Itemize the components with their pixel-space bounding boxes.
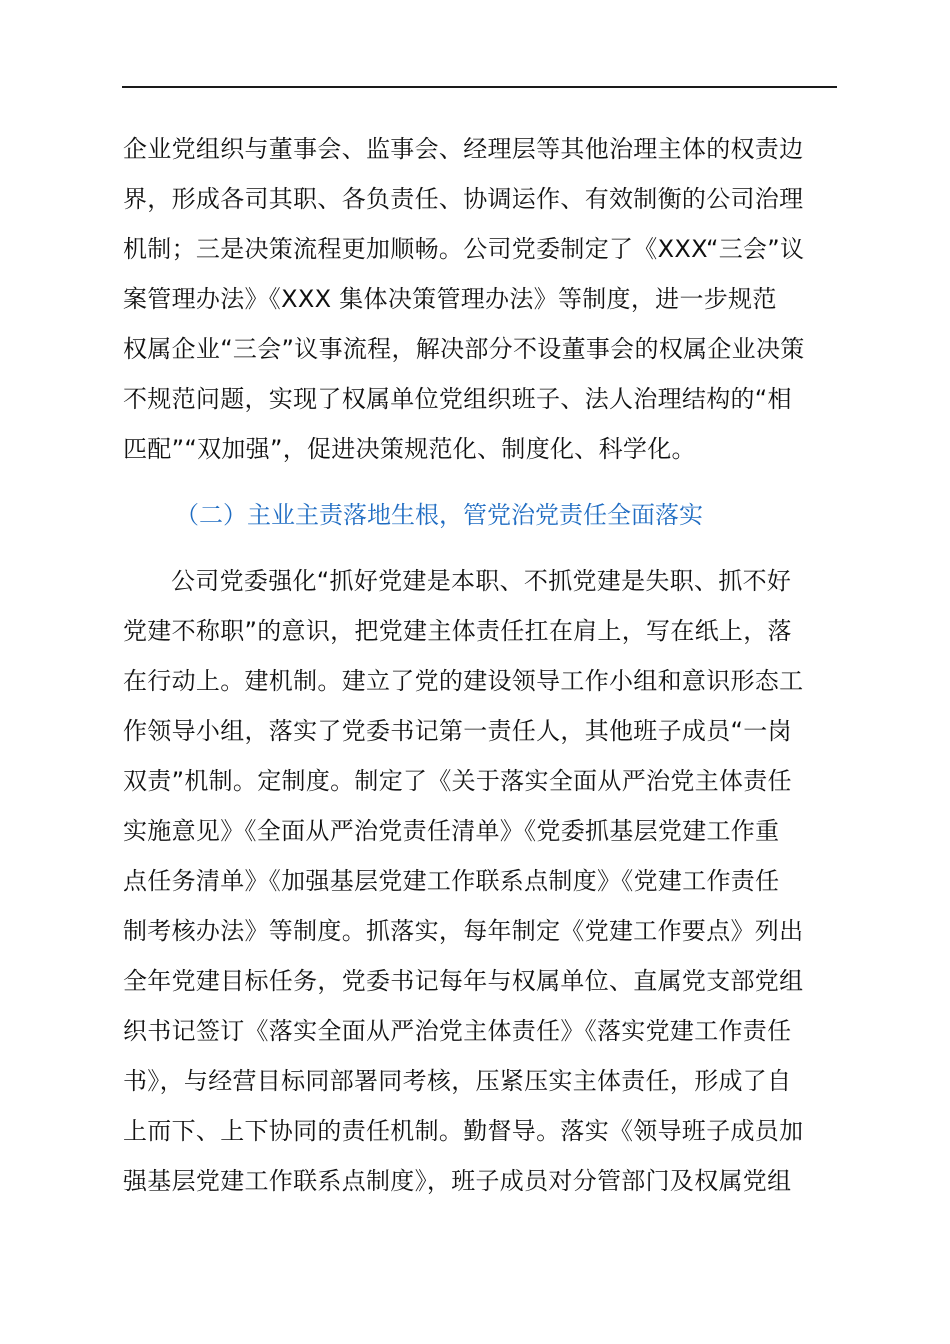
text-line: 案管理办法》《XXX 集体决策管理办法》等制度，进一步规范 <box>123 285 777 313</box>
text-line: 制考核办法》等制度。抓落实，每年制定《党建工作要点》列出 <box>123 917 804 945</box>
text-line: 作领导小组，落实了党委书记第一责任人，其他班子成员“一岗 <box>123 717 792 745</box>
section-heading: （二）主业主责落地生根，管党治党责任全面落实 <box>175 501 703 529</box>
text-line: 企业党组织与董事会、监事会、经理层等其他治理主体的权责边 <box>123 135 804 163</box>
text-line: 双责”机制。定制度。制定了《关于落实全面从严治党主体责任 <box>123 767 792 795</box>
text-line: 点任务清单》《加强基层党建工作联系点制度》《党建工作责任 <box>123 867 780 895</box>
text-line: 织书记签订《落实全面从严治党主体责任》《落实党建工作责任 <box>123 1017 792 1045</box>
document-body <box>123 124 839 1206</box>
text-line: 党建不称职”的意识，把党建主体责任扛在肩上，写在纸上，落 <box>123 617 792 645</box>
header-rule <box>122 86 837 88</box>
text-line: 书》，与经营目标同部署同考核，压紧压实主体责任，形成了自 <box>123 1067 792 1095</box>
text-line: 机制；三是决策流程更加顺畅。公司党委制定了《XXX“三会”议 <box>123 235 805 263</box>
text-line: 上而下、上下协同的责任机制。勤督导。落实《领导班子成员加 <box>123 1117 804 1145</box>
text-line: 全年党建目标任务，党委书记每年与权属单位、直属党支部党组 <box>123 967 804 995</box>
text-line: 强基层党建工作联系点制度》，班子成员对分管部门及权属党组 <box>123 1167 792 1195</box>
text-line: 匹配”“双加强”，促进决策规范化、制度化、科学化。 <box>123 435 696 463</box>
text-line: 界，形成各司其职、各负责任、协调运作、有效制衡的公司治理 <box>123 185 804 213</box>
text-line: 权属企业“三会”议事流程，解决部分不设董事会的权属企业决策 <box>123 335 805 363</box>
text-line: 在行动上。建机制。建立了党的建设领导工作小组和意识形态工 <box>123 667 804 695</box>
text-line: 实施意见》《全面从严治党责任清单》《党委抓基层党建工作重 <box>123 817 780 845</box>
text-line: 公司党委强化“抓好党建是本职、不抓党建是失职、抓不好 <box>171 567 792 595</box>
paragraph-1 <box>123 124 839 474</box>
text-line: 不规范问题，实现了权属单位党组织班子、法人治理结构的“相 <box>123 385 792 413</box>
paragraph-2 <box>123 556 839 1206</box>
